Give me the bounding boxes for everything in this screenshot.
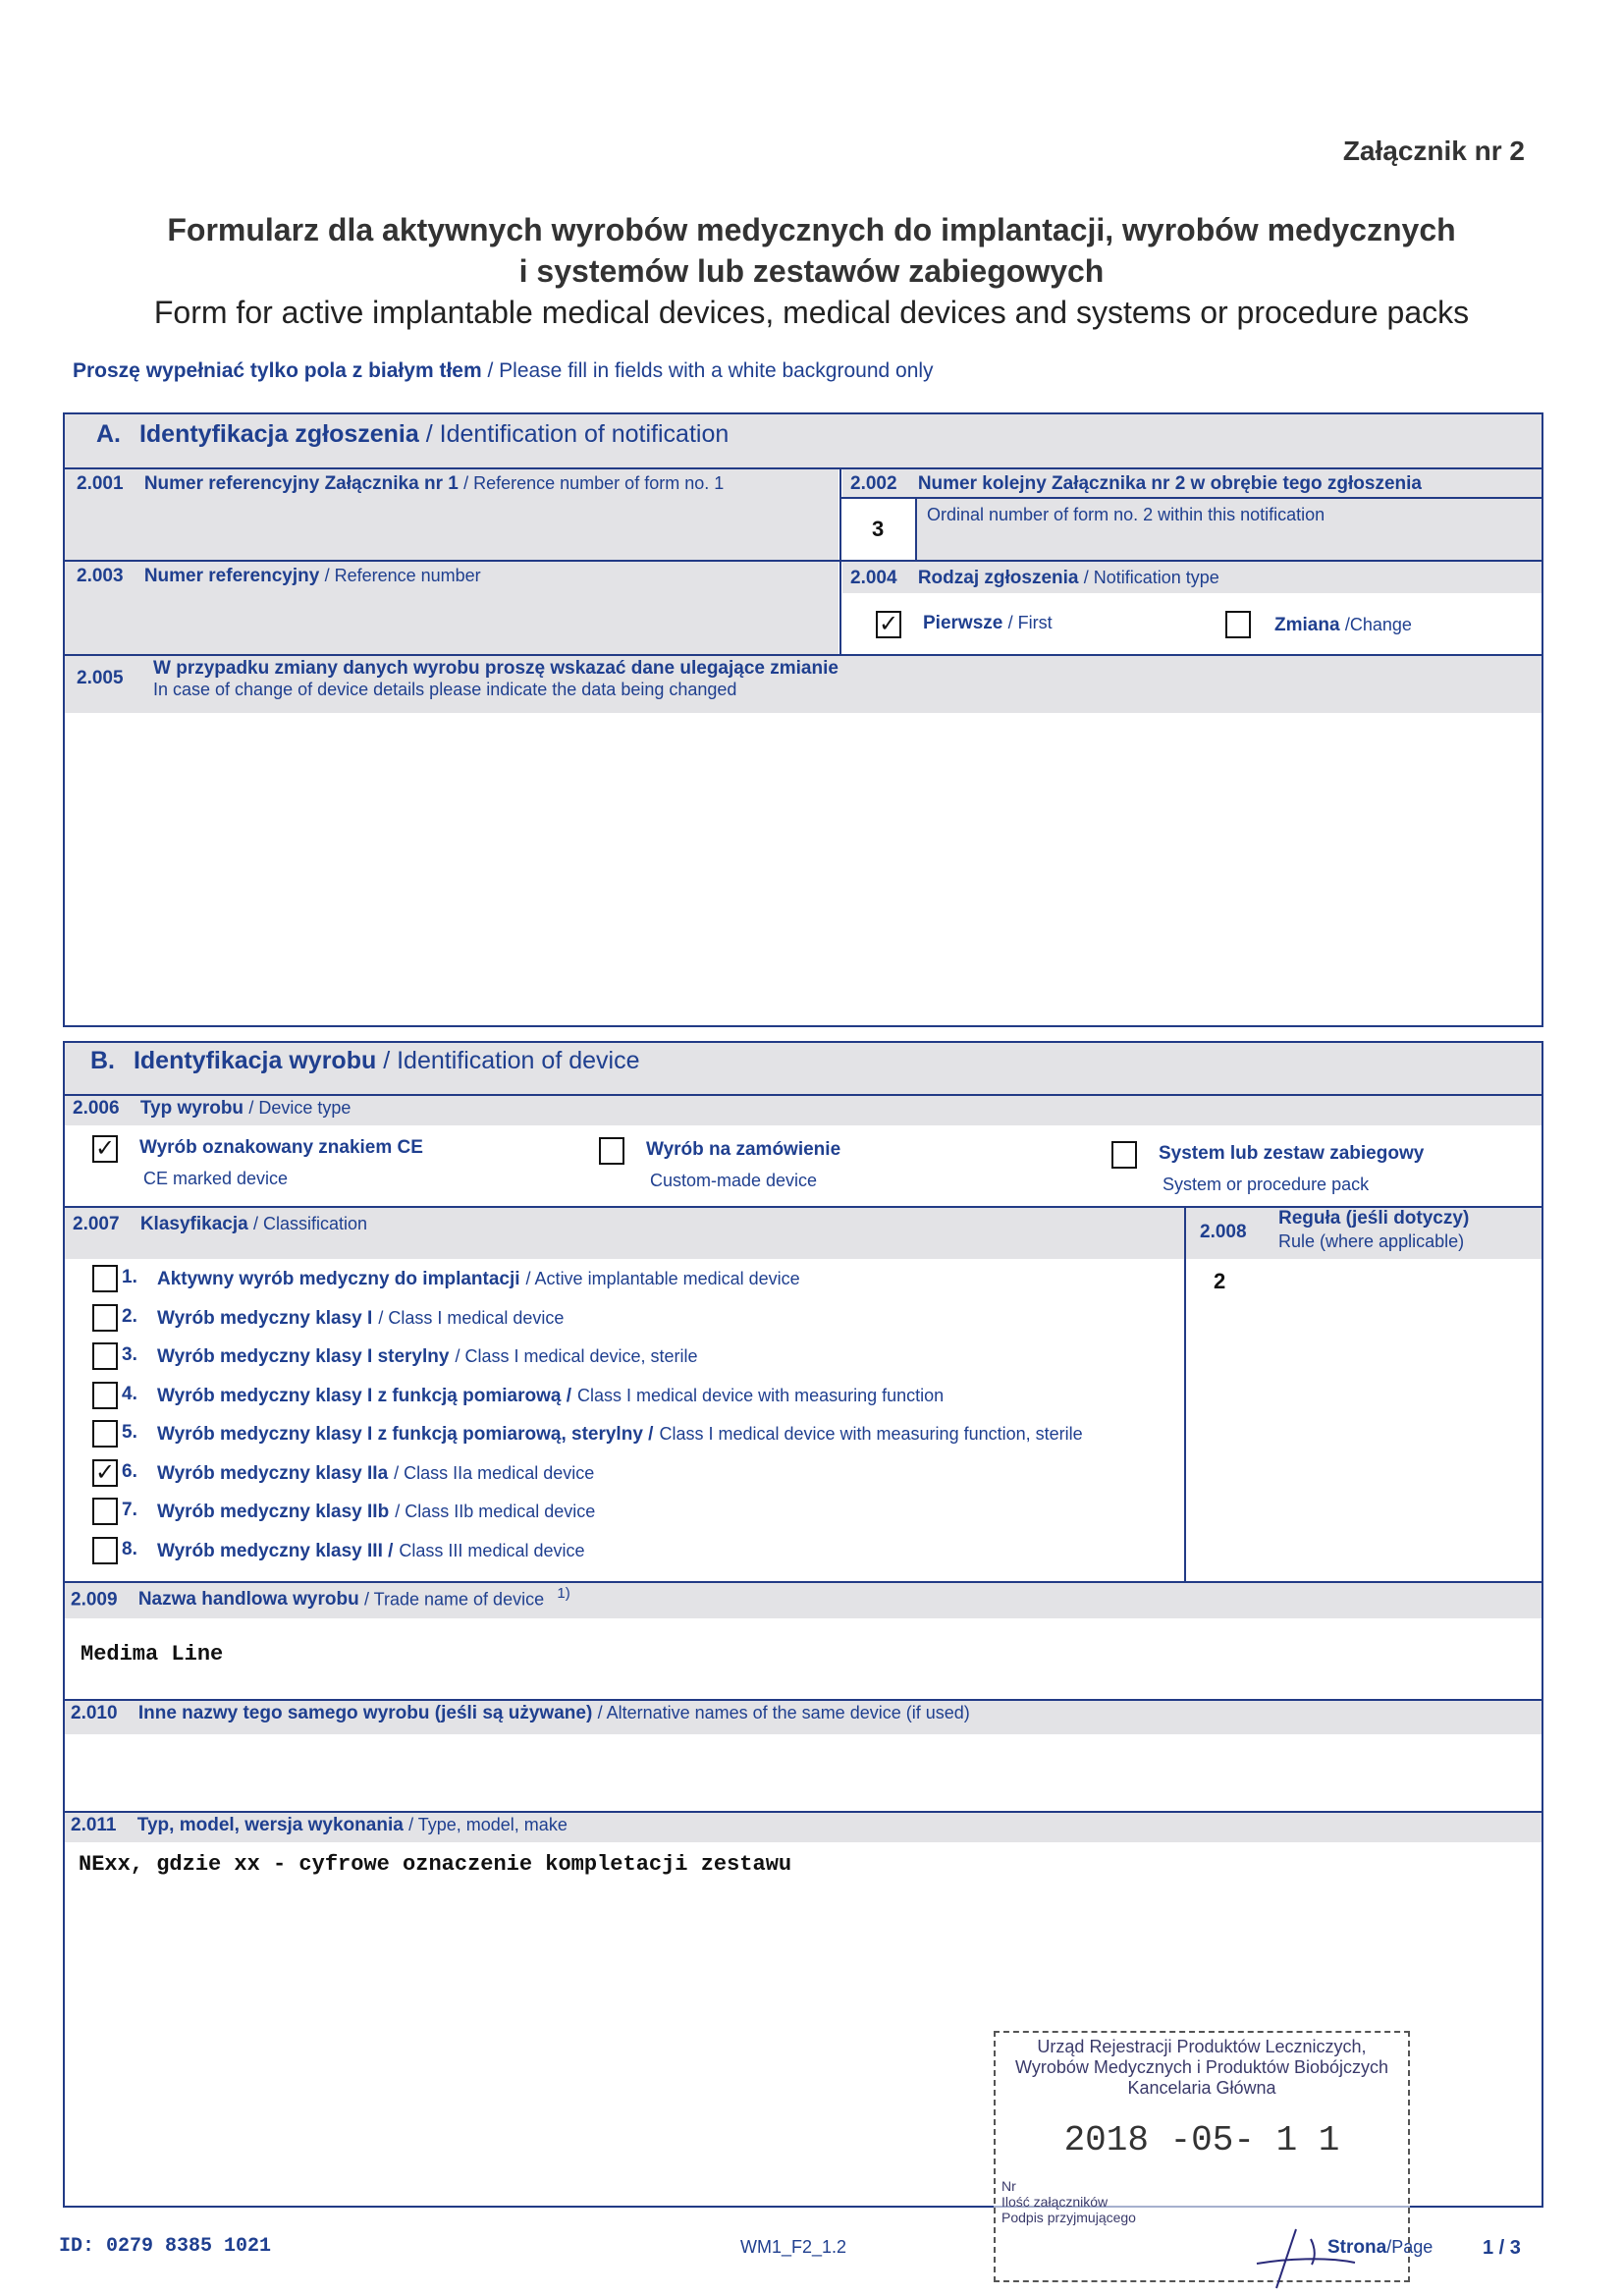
f2009-label-en: / Trade name of device: [363, 1589, 545, 1610]
classification-item-en: / Class I medical device, sterile: [455, 1346, 698, 1366]
classification-checkbox[interactable]: [92, 1265, 118, 1292]
notification-first-pl: Pierwsze: [923, 613, 1003, 633]
stamp-signature-label: Podpis przyjmującego: [1001, 2210, 1136, 2225]
f2009-code: 2.009: [71, 1589, 118, 1611]
title-pl-line1: Formularz dla aktywnych wyrobów medycznych do implantacji, wyrobów medycznych: [167, 212, 1456, 247]
classification-item-label: [157, 1424, 1083, 1446]
classification-checkbox[interactable]: ✓: [92, 1459, 118, 1487]
type-model-value[interactable]: NExx, gdzie xx - cyfrowe oznaczenie kompletacji zestawu: [79, 1852, 792, 1877]
f2011-label-en: / Type, model, make: [408, 1815, 568, 1834]
classification-item-en: Class I medical device with measuring function, sterile: [659, 1424, 1083, 1444]
classification-item-pl: Wyrób medyczny klasy I sterylny: [157, 1346, 450, 1367]
classification-item-label: [157, 1308, 564, 1330]
title-pl-line2: i systemów lub zestawów zabiegowych: [518, 253, 1105, 289]
f2007-label: [73, 1214, 367, 1235]
f2008-value[interactable]: 2: [1214, 1269, 1226, 1293]
classification-item-en: / Class IIb medical device: [395, 1502, 596, 1521]
f2006-code: 2.006: [73, 1098, 120, 1119]
classification-item-label: [157, 1269, 800, 1290]
notification-change-checkbox[interactable]: [1225, 611, 1251, 638]
footer-page-en: /Page: [1386, 2237, 1434, 2257]
f2002-code: 2.002: [850, 473, 897, 494]
divider: [839, 467, 841, 654]
f2008-code: 2.008: [1200, 1222, 1247, 1242]
device-type-ce-checkbox[interactable]: ✓: [92, 1135, 118, 1163]
section-b-title-en: / Identification of device: [383, 1047, 640, 1074]
f2004-label-pl: Rodzaj zgłoszenia: [917, 568, 1079, 588]
divider: [63, 1581, 1543, 1583]
classification-item-pl: Wyrób medyczny klasy I z funkcją pomiarową, sterylny /: [157, 1424, 654, 1445]
device-type-ce-en: CE marked device: [143, 1169, 289, 1188]
f2002-label-en: Ordinal number of form no. 2 within this notification: [927, 505, 1325, 524]
stamp-attachments: Ilość załączników: [1001, 2194, 1109, 2210]
device-type-custom-en: Custom-made device: [650, 1171, 818, 1190]
classification-item-label: [157, 1386, 944, 1407]
stamp-office-line3: Kancelaria Główna: [1127, 2078, 1276, 2098]
annex-label: Załącznik nr 2: [1342, 136, 1525, 166]
device-type-system-pl: System lub zestaw zabiegowy: [1159, 1143, 1425, 1164]
section-a-title-pl: Identyfikacja zgłoszenia: [138, 420, 419, 448]
f2001-label-en: / Reference number of form no. 1: [463, 473, 725, 493]
f2010-label-pl: Inne nazwy tego samego wyrobu (jeśli są używane): [137, 1703, 593, 1723]
classification-number: 2.: [122, 1306, 137, 1327]
stamp-date: 2018 -05- 1 1: [1063, 2120, 1340, 2160]
f2007-label-en: / Classification: [252, 1214, 368, 1233]
f2004-label-en: / Notification type: [1083, 568, 1219, 587]
divider: [63, 560, 1543, 562]
footer-id: ID: 0279 8385 1021: [59, 2235, 272, 2258]
device-type-custom-pl: Wyrób na zamówienie: [646, 1139, 841, 1160]
stamp-office-line2: Wyrobów Medycznych i Produktów Biobójczych: [1015, 2057, 1388, 2077]
f2010-label-en: / Alternative names of the same device (if used): [597, 1703, 970, 1722]
section-a-title-en: / Identification of notification: [425, 420, 730, 448]
classification-checkbox[interactable]: [92, 1537, 118, 1564]
notification-change-pl: Zmiana: [1274, 615, 1340, 635]
divider: [839, 497, 1543, 499]
classification-checkbox[interactable]: [92, 1304, 118, 1332]
f2011-code: 2.011: [71, 1815, 117, 1835]
classification-item-pl: Wyrób medyczny klasy III /: [157, 1541, 394, 1561]
classification-item-label: [157, 1541, 585, 1562]
classification-number: 8.: [122, 1539, 137, 1559]
section-a-letter: A.: [96, 420, 121, 448]
title-en: Form for active implantable medical devices, medical devices and systems or procedure packs: [153, 295, 1470, 330]
stamp-office-line1: Urząd Rejestracji Produktów Leczniczych,: [1037, 2037, 1367, 2056]
f2001-label-pl: Numer referencyjny Załącznika nr 1: [143, 473, 459, 494]
notification-first-checkbox[interactable]: ✓: [876, 611, 901, 638]
f2010-label: [71, 1703, 970, 1724]
instruction-en: / Please fill in fields with a white background only: [487, 359, 934, 382]
classification-item-pl: Wyrób medyczny klasy I: [157, 1308, 373, 1329]
divider: [63, 1094, 1543, 1096]
f2008-label-pl: Reguła (jeśli dotyczy): [1278, 1208, 1470, 1229]
divider: [1184, 1206, 1186, 1581]
trade-name-value[interactable]: Medima Line: [81, 1642, 224, 1667]
footer-page-number: 1 / 3: [1483, 2237, 1521, 2259]
section-a-title: [96, 420, 729, 449]
f2006-label-pl: Typ wyrobu: [139, 1098, 244, 1119]
classification-item-pl: Aktywny wyrób medyczny do implantacji: [157, 1269, 520, 1289]
classification-item-en: Class I medical device with measuring function: [577, 1386, 945, 1405]
divider: [63, 1699, 1543, 1701]
f2005-label-en: In case of change of device details please indicate the data being changed: [153, 680, 737, 699]
f2001-label: [77, 473, 724, 495]
classification-number: 4.: [122, 1384, 137, 1404]
f2004-code: 2.004: [850, 568, 897, 588]
instruction: [73, 359, 934, 383]
f2007-label-pl: Klasyfikacja: [139, 1214, 248, 1234]
classification-item-label: [157, 1346, 698, 1368]
notification-first-label: [923, 613, 1053, 634]
f2011-label: [71, 1815, 568, 1836]
f2005-code: 2.005: [77, 668, 124, 688]
classification-number: 3.: [122, 1344, 137, 1365]
classification-number: 5.: [122, 1422, 137, 1443]
notification-change-label: [1274, 615, 1412, 636]
classification-number: 1.: [122, 1267, 137, 1287]
f2009-note: 1): [557, 1585, 570, 1602]
f2001-code: 2.001: [77, 473, 124, 494]
device-type-ce-pl: Wyrób oznakowany znakiem CE: [139, 1137, 423, 1158]
footer-page-pl: Strona: [1327, 2237, 1387, 2258]
device-type-custom-checkbox[interactable]: [599, 1137, 624, 1165]
notification-change-en: /Change: [1344, 615, 1412, 634]
divider: [63, 467, 1543, 469]
f2005-label-pl: W przypadku zmiany danych wyrobu proszę wskazać dane ulegające zmianie: [153, 658, 839, 679]
f2011-label-pl: Typ, model, wersja wykonania: [136, 1815, 404, 1835]
classification-number: 7.: [122, 1500, 137, 1520]
f2008-label-en: Rule (where applicable): [1278, 1231, 1465, 1251]
classification-item-en: / Class I medical device: [378, 1308, 565, 1328]
f2003-code: 2.003: [77, 566, 124, 586]
f2010-code: 2.010: [71, 1703, 118, 1723]
section-b-title-pl: Identyfikacja wyrobu: [133, 1047, 377, 1074]
classification-number: 6.: [122, 1461, 137, 1482]
f2006-label-en: / Device type: [248, 1098, 352, 1118]
f2002-label: [850, 473, 1422, 495]
section-b-title: [90, 1047, 639, 1075]
f2002-label-pl: Numer kolejny Załącznika nr 2 w obrębie tego zgłoszenia: [917, 473, 1422, 494]
classification-checkbox[interactable]: [92, 1420, 118, 1448]
f2007-code: 2.007: [73, 1214, 120, 1234]
alternative-names-input[interactable]: [67, 1736, 1540, 1809]
classification-item-pl: Wyrób medyczny klasy IIb: [157, 1502, 390, 1522]
f2002-value[interactable]: 3: [872, 517, 885, 541]
f2004-label: [850, 568, 1219, 589]
f2003-label: [77, 566, 481, 587]
f2003-label-en: / Reference number: [324, 566, 481, 585]
f2006-label: [73, 1098, 351, 1120]
classification-item-pl: Wyrób medyczny klasy I z funkcją pomiarową /: [157, 1386, 572, 1406]
classification-item-label: [157, 1463, 594, 1485]
notification-first-en: / First: [1007, 613, 1053, 632]
f2009-label: [71, 1585, 570, 1611]
f2009-label-pl: Nazwa handlowa wyrobu: [137, 1589, 359, 1611]
classification-item-label: [157, 1502, 595, 1523]
classification-checkbox[interactable]: [92, 1342, 118, 1370]
classification-checkbox[interactable]: [92, 1498, 118, 1525]
divider: [63, 1811, 1543, 1813]
f2005-input-area[interactable]: [67, 715, 1540, 1023]
footer-form-code: WM1_F2_1.2: [740, 2237, 847, 2257]
divider: [915, 497, 917, 560]
divider: [63, 654, 1543, 656]
classification-item-en: / Class IIa medical device: [394, 1463, 595, 1483]
f2003-label-pl: Numer referencyjny: [143, 566, 320, 586]
classification-item-en: Class III medical device: [399, 1541, 585, 1560]
classification-item-pl: Wyrób medyczny klasy IIa: [157, 1463, 389, 1484]
device-type-system-en: System or procedure pack: [1163, 1175, 1370, 1194]
footer-page-label: [1327, 2237, 1433, 2259]
classification-item-en: / Active implantable medical device: [525, 1269, 800, 1288]
device-type-system-checkbox[interactable]: [1111, 1141, 1137, 1169]
instruction-pl: Proszę wypełniać tylko pola z białym tłem: [73, 359, 482, 382]
stamp-nr: Nr: [1001, 2178, 1016, 2194]
section-b-letter: B.: [90, 1047, 115, 1074]
classification-checkbox[interactable]: [92, 1382, 118, 1409]
